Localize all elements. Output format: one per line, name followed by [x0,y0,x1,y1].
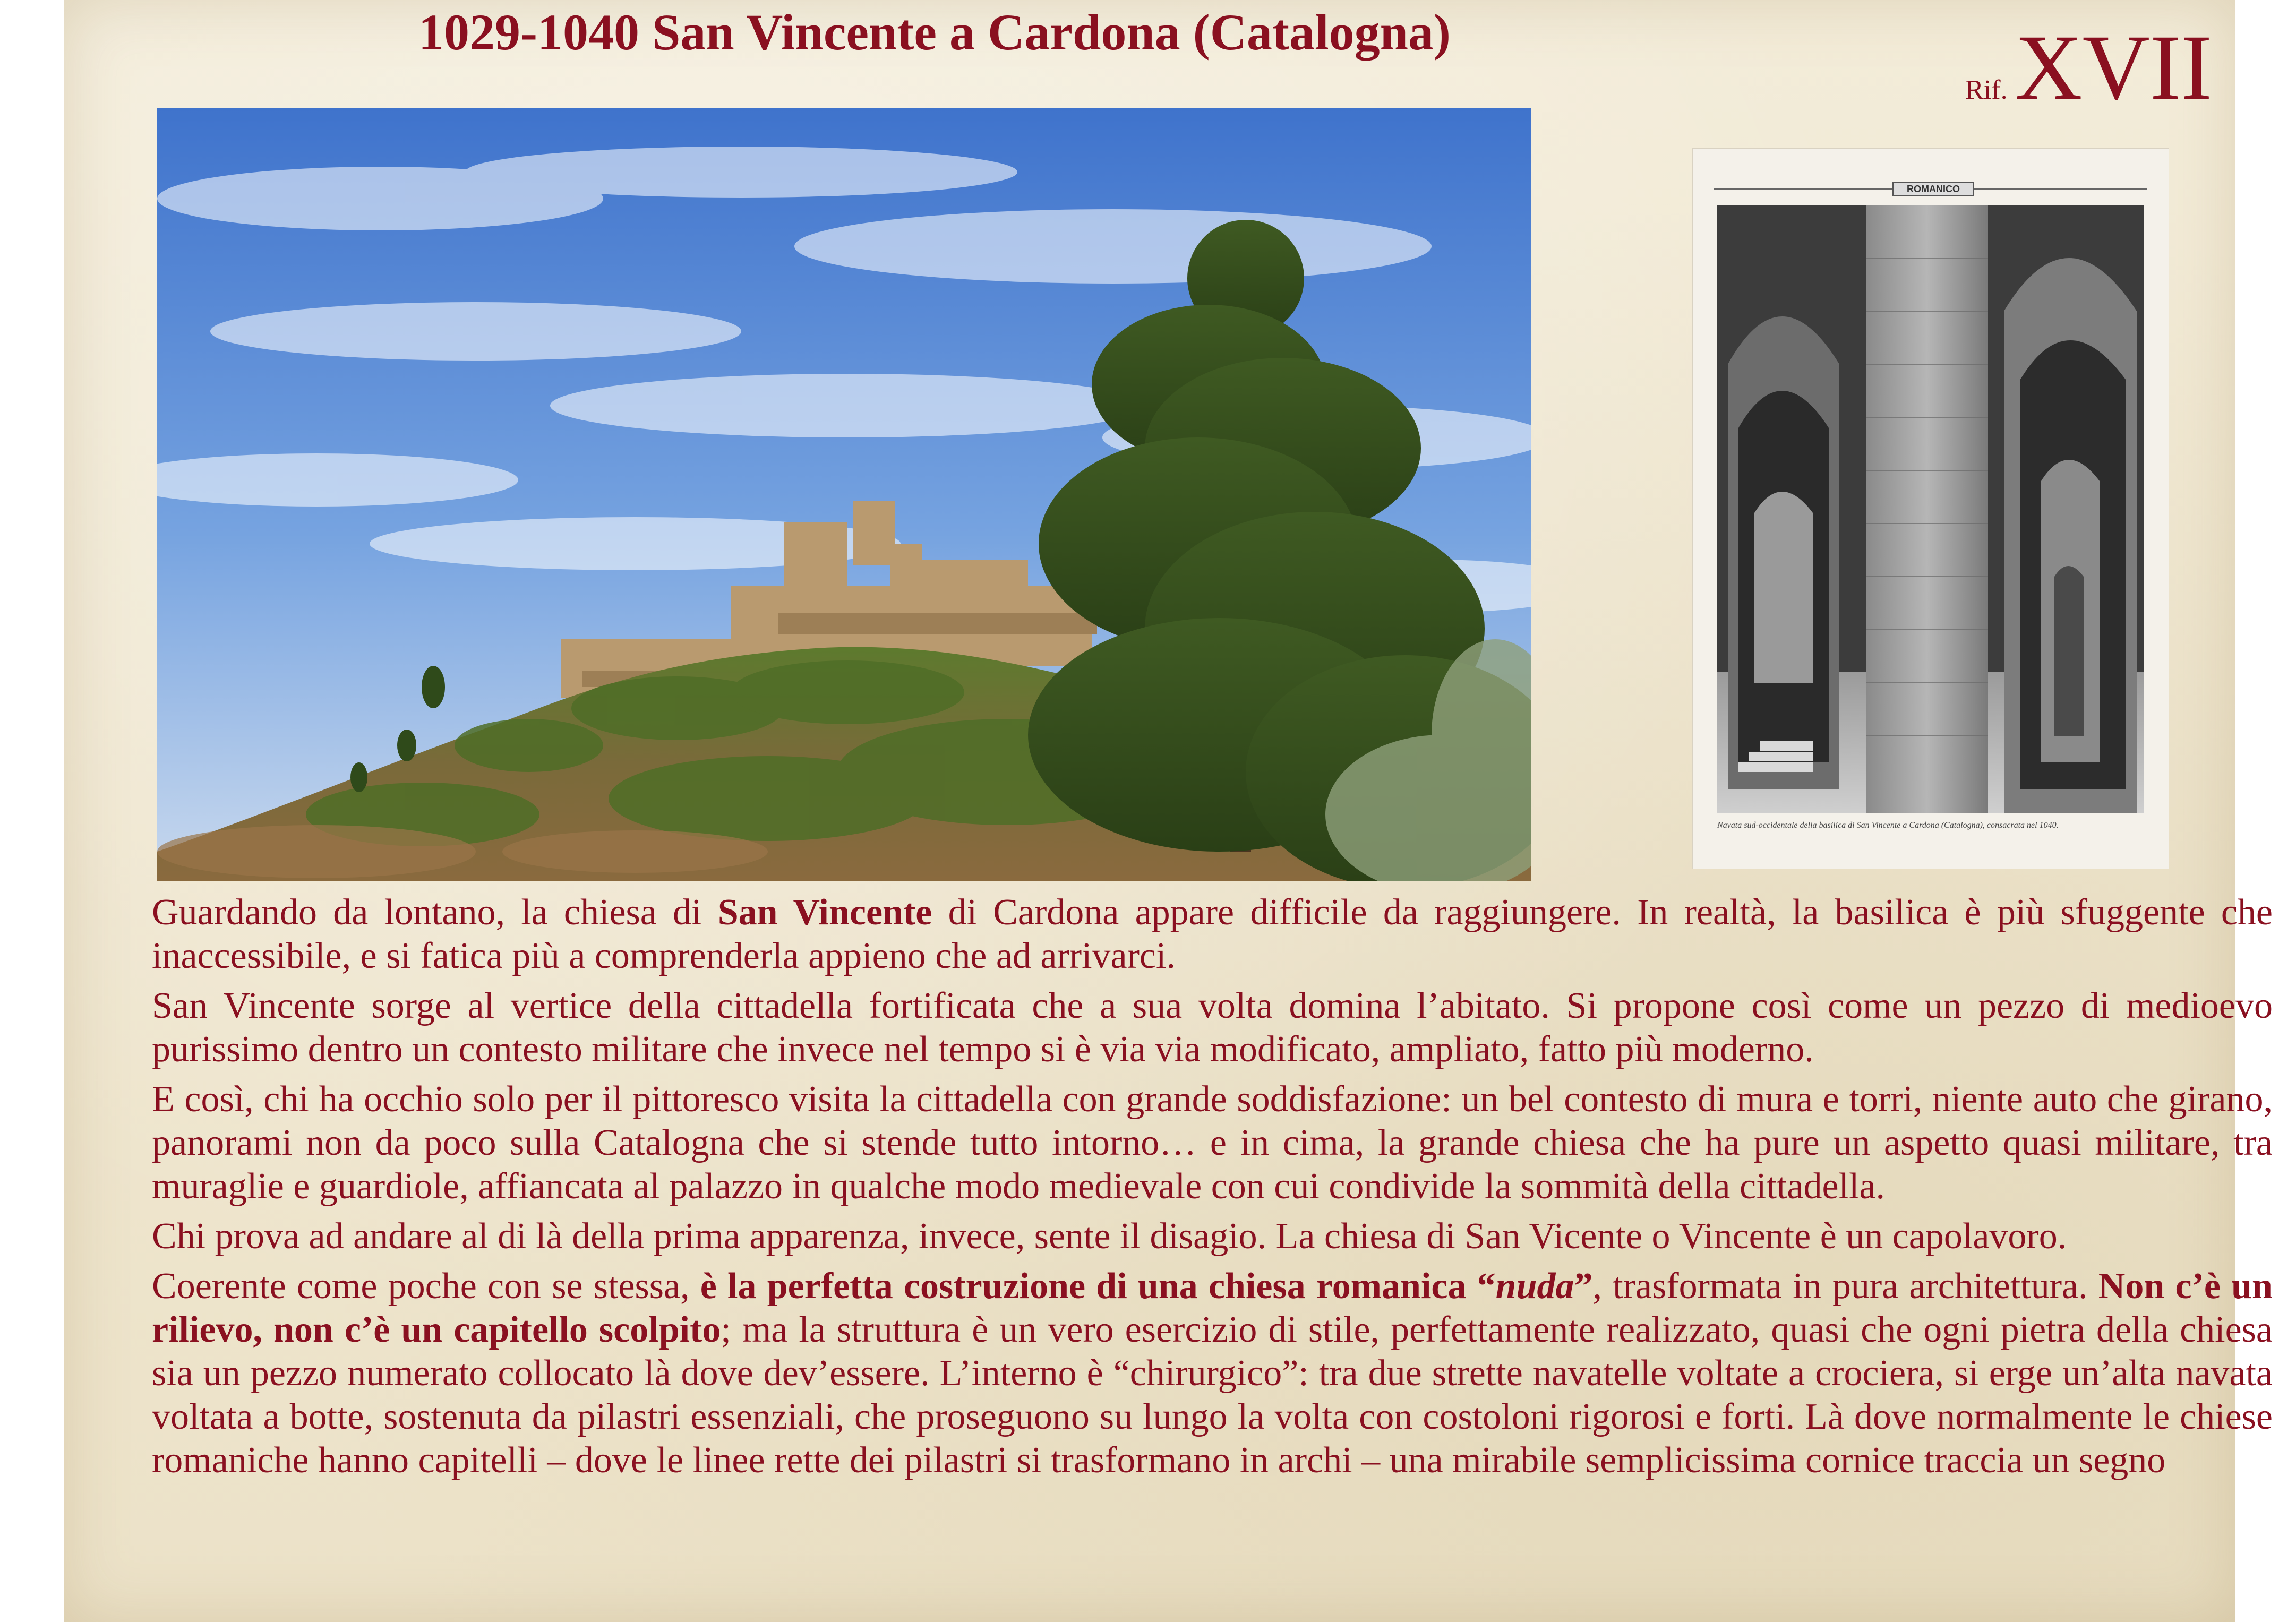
interior-illustration [1717,205,2144,813]
church-interior-photo [1717,205,2144,813]
reference-prefix: Rif. [1965,75,2008,105]
page-title: 1029-1040 San Vincente a Cardona (Catalogna) [418,4,1451,61]
body-text [152,891,2273,1489]
reference-label [1965,16,2212,119]
p5-close-quote: ” [1574,1266,1593,1307]
p1-text-c: di Cardona appare difficile da raggiungere. In realtà, la basilica è più sfuggente che inaccessibile, e si fatica più a comprenderla appieno che ad arrivarci. [152,892,2273,976]
book-section-label: ROMANICO [1892,182,1974,196]
p5-bold-text: è la perfetta costruzione di una chiesa romanica “ [700,1266,1496,1307]
book-page-photo [1693,149,2169,869]
p5-text-a: Coerente come poche con se stessa, [152,1266,700,1307]
reference-number: XVII [2015,16,2212,119]
book-caption: Navata sud-occidentale della basilica di San Vincente a Cardona (Catalogna), consacrata nel 1040. [1717,821,2059,830]
paragraph-3: E così, chi ha occhio solo per il pittoresco visita la cittadella con grande soddisfazione: un bel contesto di mura e torri, niente auto che girano, panorami non da poco sulla Catalogna che si stende tutto intorno… e in cima, la grande chiesa che ha pure un aspetto quasi militare, tra muraglie e guardiole, affiancata al palazzo in qualche modo medievale con cui condivide la sommità della cittadella. [152,1079,2273,1207]
cardona-landscape-photo [157,108,1531,881]
paragraph-5 [152,1265,2273,1482]
p5-italic-nuda: nuda [1495,1266,1574,1307]
paragraph-1 [152,891,2273,978]
landscape-illustration [157,108,1531,881]
p5-text-e: , trasformata in pura architettura. [1592,1266,2098,1307]
paragraph-2: San Vincente sorge al vertice della cittadella fortificata che a sua volta domina l’abitato. Si propone così come un pezzo di medioevo purissimo dentro un contesto militare che invece nel tempo si è via via modificato, ampliato, fatto più moderno. [152,985,2273,1070]
p5-bold-2: Non c’è un rilievo, non c’è un capitello scolpito [152,1266,2273,1350]
paragraph-4: Chi prova ad andare al di là della prima apparenza, invece, sente il disagio. La chiesa di San Vicente o Vincente è un capolavoro. [152,1216,2067,1257]
p5-text-g: ; ma la struttura è un vero esercizio di stile, perfettamente realizzato, quasi che ogni pietra della chiesa sia un pezzo numerato collocato là dove dev’essere. L’interno è “chirurgico”: tra due strette navatelle voltate a crociera, si erge un’alta navata voltata a botte, sostenuta da pilastri essenziali, che proseguono su lungo la volta con costoloni rigorosi e forti. Là dove normalmente le chiese romaniche hanno capitelli – dove le linee rette dei pilastri si trasformano in archi – una mirabile semplicissima cornice traccia un segno [152,1309,2273,1481]
p1-bold: San Vincente [717,892,932,933]
p5-bold-1 [700,1266,1593,1307]
p1-text-a: Guardando da lontano, la chiesa di [152,892,718,933]
slide-page [64,0,2273,1622]
